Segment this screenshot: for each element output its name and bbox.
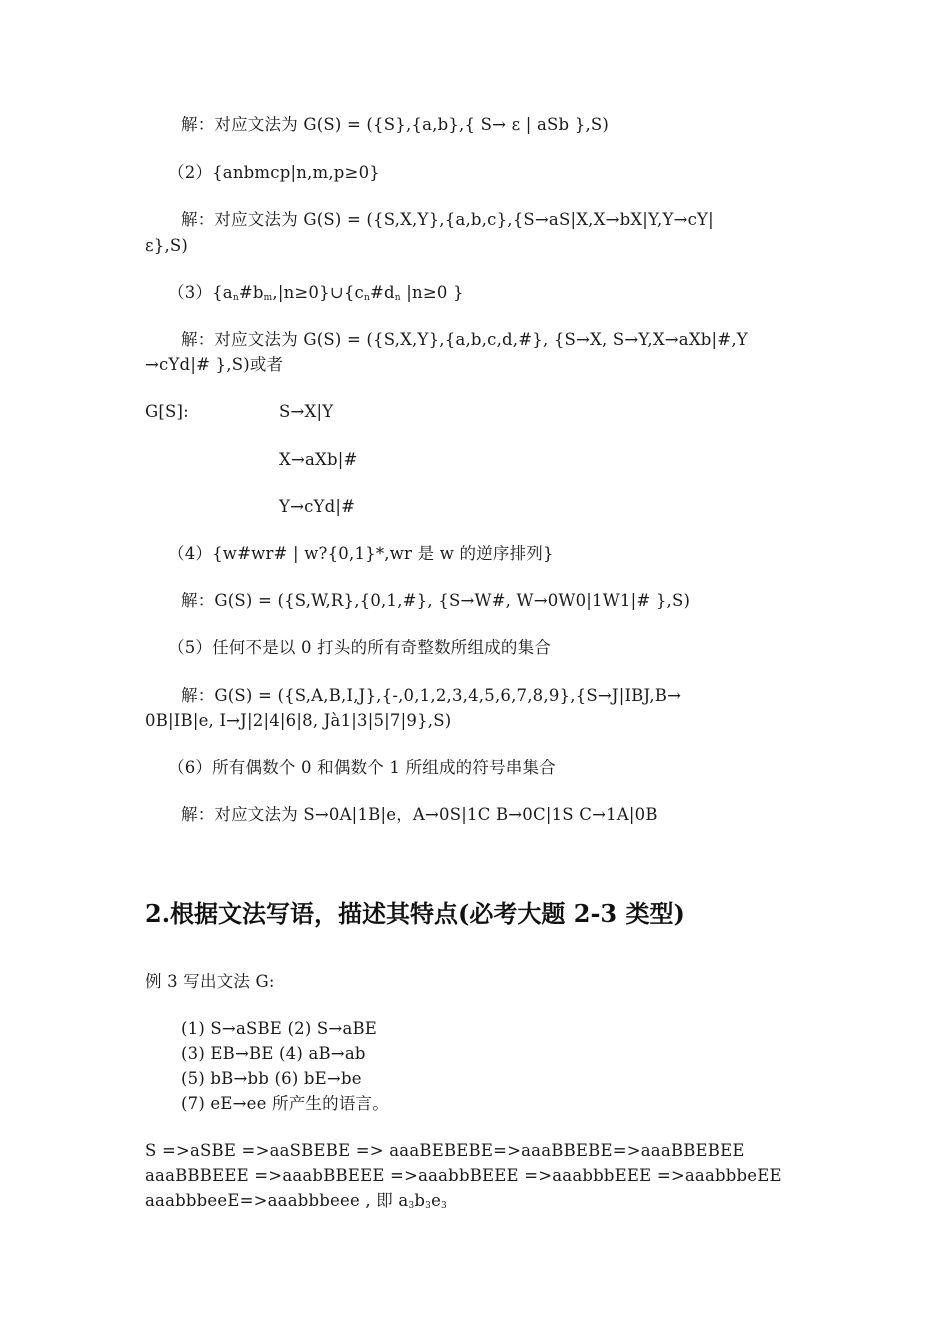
answer-3-grammar-line1: 解：对应文法为 G(S) = ({S,X,Y},{a,b,c,d,#}, {S→X, S→Y,X→aXb|#,Y (181, 330, 748, 349)
answer-5-grammar-line2: 0B|IB|e, I→J|2|4|6|8, Jà1|3|5|7|9},S) (145, 711, 452, 730)
section-heading: 2.根据文法写语，描述其特点(必考大题 2-3 类型) (145, 899, 685, 928)
answer-2-grammar-line2: ε},S) (145, 236, 189, 255)
derivation-line-3: aaabbbeeE=>aaabbbeee , 即 $a_3b_3e_3$ (145, 1191, 447, 1211)
grammar-label: G[S]: (145, 402, 189, 421)
answer-5-grammar-line1: 解：G(S) = ({S,A,B,I,J},{-,0,1,2,3,4,5,6,7,8,9},{S→J|IBJ,B→ (181, 686, 682, 705)
answer-2-grammar-line1: 解：对应文法为 G(S) = ({S,X,Y},{a,b,c},{S→aS|X,X→bX|Y,Y→cY| (181, 210, 714, 229)
problem-3-statement: $(3)\{a_n\#b_m,|n\ge 0\}\cup\{c_n\#d_n$ |n≥0 } (168, 283, 464, 303)
rule-row-2: (3) EB→BE (4) aB→ab (181, 1044, 366, 1063)
answer-6-grammar: 解：对应文法为 S→0A|1B|e，A→0S|1C B→0C|1S C→1A|0B (181, 805, 658, 824)
derivation-line-2: aaaBBBEEE =>aaabBBEEE =>aaabbBEEE =>aaabbbEEE =>aaabbbeEE (145, 1166, 782, 1185)
rule-row-1: (1) S→aSBE (2) S→aBE (181, 1019, 378, 1038)
problem-4-statement: （4）{w#wr# | w?{0,1}*,wr 是 w 的逆序排列} (168, 544, 554, 563)
problem-5-statement: （5）任何不是以 0 打头的所有奇整数所组成的集合 (168, 638, 551, 657)
grammar-rule-y: Y→cYd|# (279, 497, 356, 516)
rule-row-4: (7) eE→ee 所产生的语言。 (181, 1094, 389, 1113)
problem-2-statement: （2）{anbmcp|n,m,p≥0} (168, 163, 380, 182)
problem-6-statement: （6）所有偶数个 0 和偶数个 1 所组成的符号串集合 (168, 758, 556, 777)
rule-row-3: (5) bB→bb (6) bE→be (181, 1069, 362, 1088)
answer-3-grammar-line2: →cYd|# },S)或者 (145, 355, 284, 374)
answer-1-grammar: 解：对应文法为 G(S) = ({S},{a,b},{ S→ ε | aSb },S) (181, 115, 610, 134)
derivation-line-1: S =>aSBE =>aaSBEBE => aaaBEBEBE=>aaaBBEBE=>aaaBBEBEE (145, 1141, 745, 1160)
grammar-rule-s: S→X|Y (279, 402, 334, 421)
example-title: 例 3 写出文法 G: (145, 972, 275, 991)
grammar-rule-x: X→aXb|# (279, 450, 358, 469)
answer-4-grammar: 解：G(S) = ({S,W,R},{0,1,#}, {S→W#, W→0W0|1W1|# },S) (181, 591, 691, 610)
